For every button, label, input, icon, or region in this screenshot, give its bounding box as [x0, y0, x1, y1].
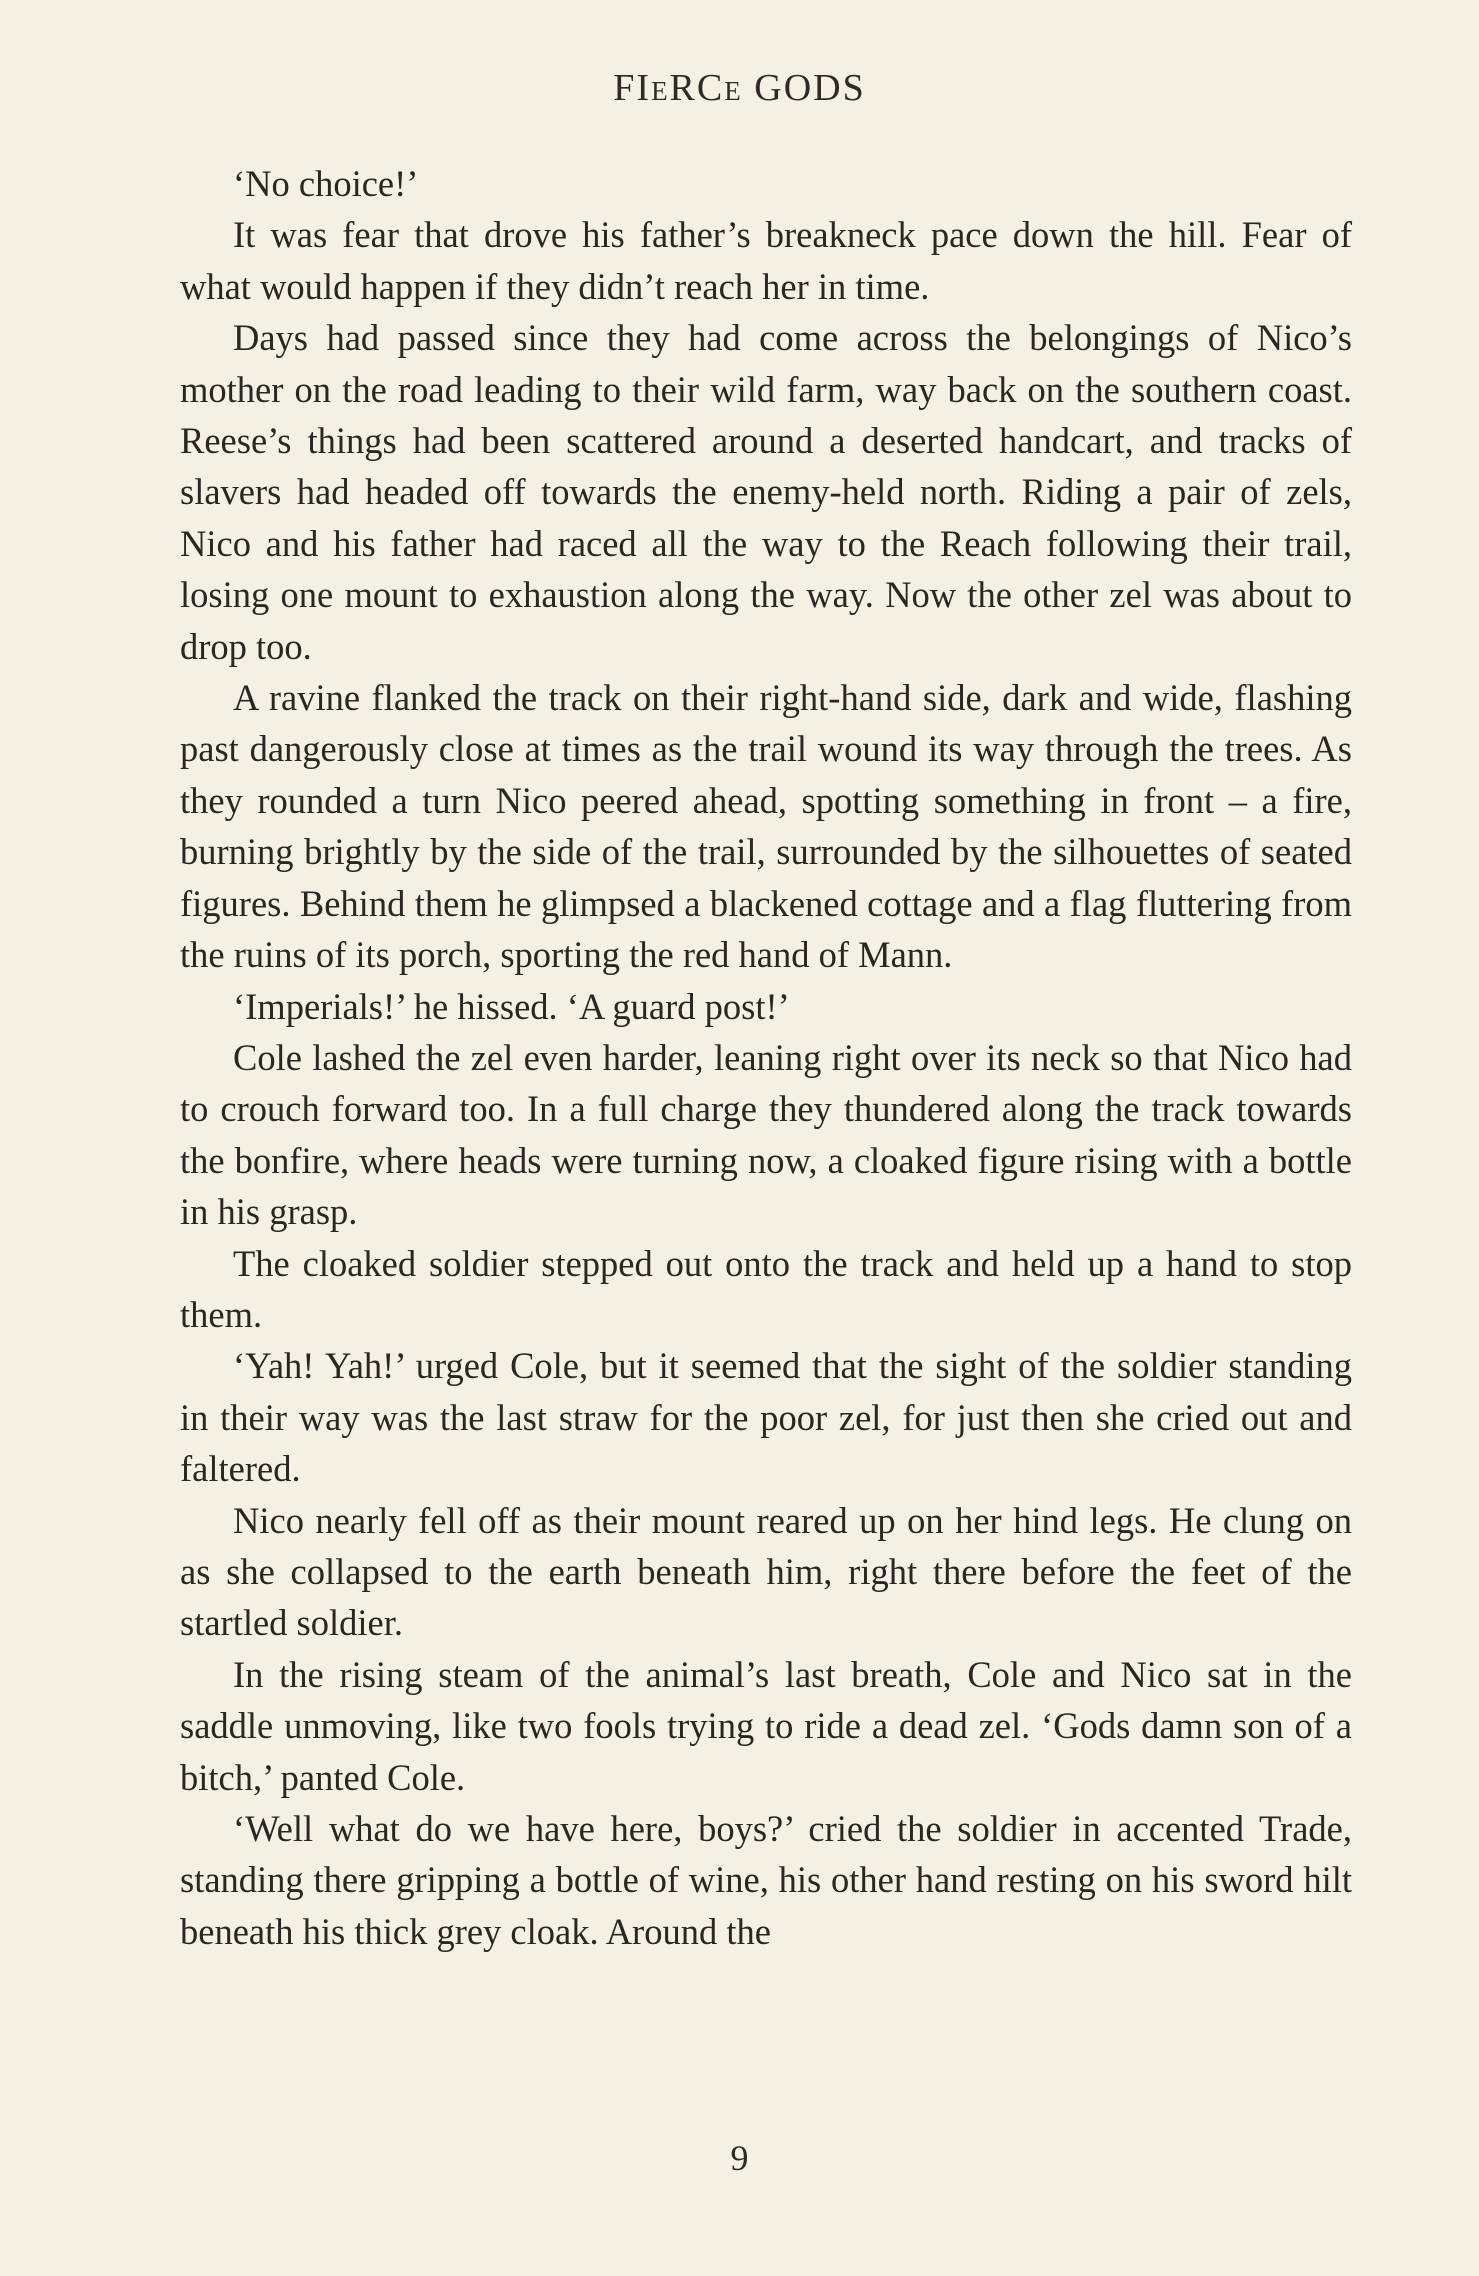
paragraph: ‘Imperials!’ he hissed. ‘A guard post!’: [233, 985, 790, 1027]
paragraph: The cloaked soldier stepped out onto the track and held up a hand to stop them.: [180, 1242, 1352, 1335]
body-text: [180, 158, 1352, 1957]
paragraph: A ravine flanked the track on their right-hand side, dark and wide, flashing past dangerously close at times as the trail wound its way through the trees. As they rounded a turn Nico peered ahead, spotting something in front – a fire, burning brightly by the side of the trail, surrounded by the silhouettes of seated figures. Behind them he glimpsed a blackened cottage and a flag fluttering from the ruins of its porch, sporting the red hand of Mann.: [180, 677, 1352, 976]
running-header: FIeRCe GODS: [613, 67, 866, 109]
paragraph: Days had passed since they had come across the belongings of Nico’s mother on the road leading to their wild farm, way back on the southern coast. Reese’s things had been scattered around a deserted handcart, and tracks of slavers had headed off towards the enemy-held north. Riding a pair of zels, Nico and his father had raced all the way to the Reach following their trail, losing one mount to exhaustion along the way. Now the other zel was about to drop too.: [180, 317, 1352, 667]
paragraph: Nico nearly fell off as their mount reared up on her hind legs. He clung on as she collapsed to the earth beneath him, right there before the feet of the startled soldier.: [180, 1499, 1352, 1644]
paragraph: ‘Yah! Yah!’ urged Cole, but it seemed that the sight of the soldier standing in their way was the last straw for the poor zel, for just then she cried out and faltered.: [180, 1345, 1352, 1490]
page-number: 9: [730, 2138, 749, 2178]
paragraph: It was fear that drove his father’s breakneck pace down the hill. Fear of what would happen if they didn’t reach her in time.: [180, 214, 1352, 307]
paragraph: ‘Well what do we have here, boys?’ cried the soldier in accented Trade, standing there gripping a bottle of wine, his other hand resting on his sword hilt beneath his thick grey cloak. Around the: [180, 1808, 1352, 1952]
paragraph: ‘No choice!’: [233, 163, 419, 204]
paragraph: In the rising steam of the animal’s last breath, Cole and Nico sat in the saddle unmoving, like two fools trying to ride a dead zel. ‘Gods damn son of a bitch,’ panted Cole.: [180, 1653, 1352, 1798]
paragraph: Cole lashed the zel even harder, leaning right over its neck so that Nico had to crouch forward too. In a full charge they thundered along the track towards the bonfire, where heads were turning now, a cloaked figure rising with a bottle in his grasp.: [180, 1036, 1352, 1233]
